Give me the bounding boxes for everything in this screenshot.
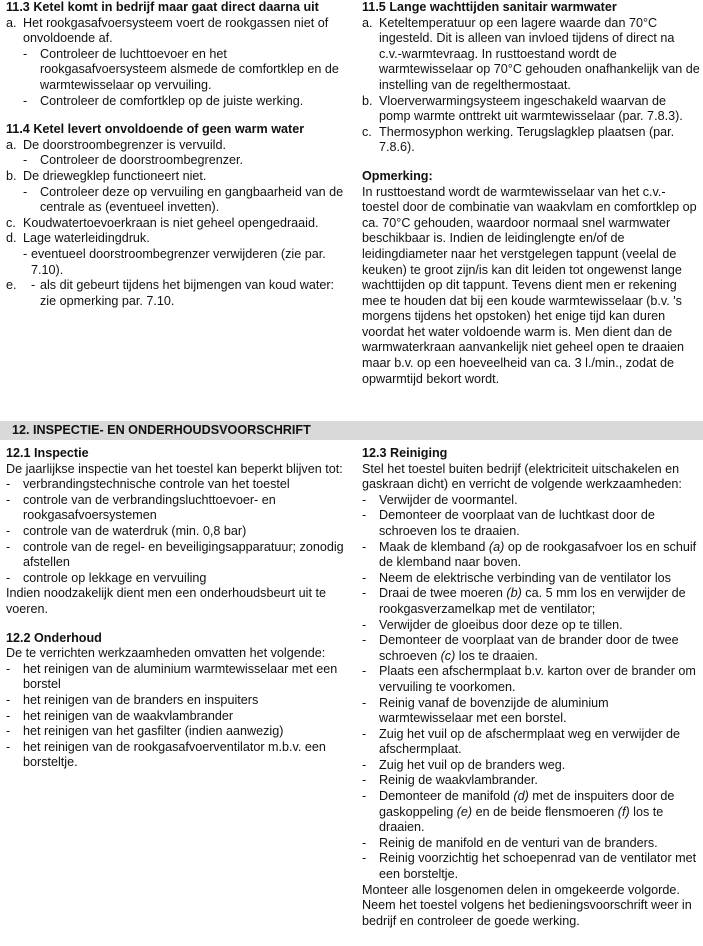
s114-item-a bbox=[6, 138, 350, 154]
dash-marker: - bbox=[6, 570, 11, 585]
s114-item-e bbox=[6, 278, 350, 309]
list-text: Verwijder de gloeibus door deze op te tillen. bbox=[379, 617, 623, 632]
s114-sub-d bbox=[6, 247, 350, 278]
dash-marker: - bbox=[31, 278, 36, 293]
list-text: eventueel doorstroombegrenzer verwijderen (zie par. 7.10). bbox=[31, 246, 326, 277]
section-12-header bbox=[0, 421, 703, 440]
s122-list bbox=[6, 662, 350, 771]
dash-marker: - bbox=[362, 664, 367, 679]
section-12-title: 12. INSPECTIE- EN ONDERHOUDSVOORSCHRIFT bbox=[12, 423, 311, 437]
dash-marker: - bbox=[6, 661, 11, 676]
dash-marker: - bbox=[6, 492, 11, 507]
s113-item-a bbox=[6, 16, 350, 47]
dash-marker: - bbox=[362, 633, 367, 648]
dash-marker: - bbox=[362, 586, 367, 601]
list-item bbox=[6, 709, 350, 725]
s115-item-a bbox=[362, 16, 700, 94]
list-text: Verwijder de voormantel. bbox=[379, 492, 518, 507]
list-text: Koudwatertoevoerkraan is niet geheel opengedraaid. bbox=[23, 215, 319, 230]
list-item bbox=[6, 740, 350, 771]
dash-marker: - bbox=[6, 739, 11, 754]
dash-marker: - bbox=[6, 523, 11, 538]
right-column-top bbox=[362, 0, 700, 387]
s121-list bbox=[6, 477, 350, 586]
list-item bbox=[362, 493, 700, 509]
left-column-bottom bbox=[6, 446, 350, 771]
dash-marker: - bbox=[362, 539, 367, 554]
s115-item-b bbox=[362, 94, 700, 125]
s121-outro: Indien noodzakelijk dient men een onderhoudsbeurt uit te voeren. bbox=[6, 586, 326, 616]
list-item bbox=[362, 836, 700, 852]
s122-intro: De te verrichten werkzaamheden omvatten het volgende: bbox=[6, 646, 326, 661]
s114-sub-b bbox=[6, 185, 350, 216]
s123-list bbox=[362, 493, 700, 883]
list-marker: b. bbox=[6, 168, 17, 183]
dash-marker: - bbox=[23, 184, 28, 199]
list-marker: a. bbox=[362, 15, 373, 30]
remark-text: In rusttoestand wordt de warmtewisselaar van het c.v.-toestel door de combinatie van waakvlam en comfortklep op ca. 70°C gehouden, waardoor normaal snel warmwater beschikbaar is. Indien de leidinglengte en/of de leidingdiameter naar het verstgelegen tappunt (veelal de keuken) te groot zijn/is kan dit leiden tot ongewenst lange wachttijden op dit tappunt. Tevens dient men er rekening mee te houden dat bij een koude warmtewisselaar (b.v. 's morgens tijdens het opstoken) het enige tijd kan duren voordat het water voldoende warm is. Men dient dan de warmwaterkraan aanvankelijk niet geheel open te draaien maar b.v. op een hoeveelheid van ca. 3 l./min., zodat de opwarmtijd bekort wordt. bbox=[362, 184, 697, 386]
list-text: controle van de regel- en beveiligingsapparatuur; zonodig afstellen bbox=[23, 539, 344, 570]
list-text: Reinig de manifold en de venturi van de branders. bbox=[379, 835, 658, 850]
list-marker: d. bbox=[6, 231, 17, 246]
list-item bbox=[362, 540, 700, 571]
list-text: Demonteer de voorplaat van de brander door de twee schroeven (c) los te draaien. bbox=[379, 633, 679, 663]
section-12-2-title: 12.2 Onderhoud bbox=[6, 630, 102, 645]
s113-sub-2 bbox=[6, 94, 350, 110]
list-item bbox=[362, 571, 700, 587]
list-item bbox=[362, 633, 700, 664]
list-item bbox=[6, 477, 350, 493]
list-item bbox=[362, 664, 700, 695]
dash-marker: - bbox=[23, 46, 28, 61]
list-item bbox=[6, 662, 350, 693]
dash-marker: - bbox=[362, 492, 367, 507]
list-text: De doorstroombegrenzer is vervuild. bbox=[23, 137, 226, 152]
list-text: als dit gebeurt tijdens het bijmengen van koud water: zie opmerking par. 7.10. bbox=[40, 278, 335, 308]
list-marker: a. bbox=[6, 15, 17, 30]
list-marker: e. bbox=[6, 278, 17, 293]
list-item bbox=[6, 724, 350, 740]
list-text: Zuig het vuil op de branders weg. bbox=[379, 757, 566, 772]
list-text: het reinigen van de branders en inspuiters bbox=[23, 692, 259, 707]
section-11-4-title: 11.4 Ketel levert onvoldoende of geen warm water bbox=[6, 122, 305, 137]
list-item bbox=[6, 571, 350, 587]
list-text: Plaats een afschermplaat b.v. karton over de brander om vervuiling te voorkomen. bbox=[379, 664, 696, 694]
right-column-bottom bbox=[362, 446, 700, 929]
dash-marker: - bbox=[23, 153, 28, 168]
dash-marker: - bbox=[6, 539, 11, 554]
list-item bbox=[362, 727, 700, 758]
dash-marker: - bbox=[6, 724, 11, 739]
list-text: controle van de verbrandingsluchttoevoer- en rookgasafvoersystemen bbox=[23, 492, 276, 523]
list-item bbox=[362, 618, 700, 634]
list-text: Draai de twee moeren (b) ca. 5 mm los en verwijder de rookgasverzamelkap met de ventilator; bbox=[379, 586, 686, 616]
list-text: Controleer de luchttoevoer en het rookgasafvoersysteem alsmede de comfortklep en de warmtewisselaar op vervuiling. bbox=[40, 46, 339, 92]
list-text: Controleer de comfortklep op de juiste werking. bbox=[40, 93, 304, 108]
list-marker: c. bbox=[362, 124, 372, 139]
dash-marker: - bbox=[6, 477, 11, 492]
list-item bbox=[362, 508, 700, 539]
dash-marker: - bbox=[23, 246, 28, 261]
list-text: Reinig voorzichtig het schoepenrad van de ventilator met een borsteltje. bbox=[379, 851, 697, 882]
section-11-5-title: 11.5 Lange wachttijden sanitair warmwater bbox=[362, 0, 617, 14]
dash-marker: - bbox=[362, 773, 367, 788]
list-item bbox=[6, 524, 350, 540]
dash-marker: - bbox=[362, 835, 367, 850]
list-text: controle van de waterdruk (min. 0,8 bar) bbox=[23, 523, 247, 538]
dash-marker: - bbox=[362, 851, 367, 866]
list-text: verbrandingstechnische controle van het toestel bbox=[23, 477, 290, 492]
dash-marker: - bbox=[362, 726, 367, 741]
s123-outro: Monteer alle losgenomen delen in omgekeerde volgorde. Neem het toestel volgens het bedieningsvoorschrift weer in bedrijf en controleer de goede werking. bbox=[362, 882, 692, 928]
dash-marker: - bbox=[362, 695, 367, 710]
s114-item-b bbox=[6, 169, 350, 185]
list-marker: c. bbox=[6, 215, 16, 230]
s114-item-c bbox=[6, 216, 350, 232]
list-text: Controleer de doorstroombegrenzer. bbox=[40, 153, 244, 168]
section-11-3-title: 11.3 Ketel komt in bedrijf maar gaat direct daarna uit bbox=[6, 0, 319, 14]
list-item bbox=[6, 493, 350, 524]
list-item bbox=[6, 540, 350, 571]
list-text: controle op lekkage en vervuiling bbox=[23, 570, 207, 585]
section-12-3-title: 12.3 Reiniging bbox=[362, 446, 448, 460]
dash-marker: - bbox=[362, 617, 367, 632]
list-text: het reinigen van de aluminium warmtewisselaar met een borstel bbox=[23, 661, 338, 692]
list-text: het reinigen van het gasfilter (indien aanwezig) bbox=[23, 724, 284, 739]
s121-intro: De jaarlijkse inspectie van het toestel kan beperkt blijven tot: bbox=[6, 461, 343, 476]
list-item bbox=[362, 696, 700, 727]
left-column-top bbox=[6, 0, 350, 309]
dash-marker: - bbox=[6, 692, 11, 707]
list-text: Demonteer de manifold (d) met de inspuiters door de gaskoppeling (e) en de beide flensmoeren (f) los te draaien. bbox=[379, 789, 675, 835]
list-item bbox=[362, 586, 700, 617]
s113-sub-1 bbox=[6, 47, 350, 94]
dash-marker: - bbox=[362, 508, 367, 523]
list-item bbox=[362, 851, 700, 882]
list-text: Het rookgasafvoersysteem voert de rookgassen niet of onvoldoende af. bbox=[23, 15, 329, 46]
list-text: het reinigen van de waakvlambrander bbox=[23, 708, 234, 723]
list-item bbox=[362, 773, 700, 789]
list-text: Neem de elektrische verbinding van de ventilator los bbox=[379, 570, 671, 585]
list-item bbox=[362, 758, 700, 774]
s115-item-c bbox=[362, 125, 700, 156]
list-text: Zuig het vuil op de afschermplaat weg en verwijder de afschermplaat. bbox=[379, 726, 681, 757]
list-text: Vloerverwarmingsysteem ingeschakeld waarvan de pomp warmte onttrekt uit warmtewisselaar (par. 7.8.3). bbox=[379, 93, 683, 124]
list-text: Maak de klemband (a) op de rookgasafvoer los en schuif de klemband naar boven. bbox=[379, 539, 697, 570]
s114-sub-a bbox=[6, 153, 350, 169]
list-text: Thermosyphon werking. Terugslagklep plaatsen (par. 7.8.6). bbox=[379, 124, 675, 155]
list-text: het reinigen van de rookgasafvoerventilator m.b.v. een borsteltje. bbox=[23, 739, 326, 770]
list-text: Lage waterleidingdruk. bbox=[23, 231, 150, 246]
list-text: Reinig vanaf de bovenzijde de aluminium warmtewisselaar met een borstel. bbox=[379, 695, 609, 726]
list-text: Controleer deze op vervuiling en gangbaarheid van de centrale as (eventueel invetten). bbox=[40, 184, 344, 215]
list-text: Demonteer de voorplaat van de luchtkast door de schroeven los te draaien. bbox=[379, 508, 655, 538]
remark-title: Opmerking: bbox=[362, 168, 433, 183]
dash-marker: - bbox=[362, 570, 367, 585]
dash-marker: - bbox=[362, 757, 367, 772]
list-text: Reinig de waakvlambrander. bbox=[379, 773, 538, 788]
list-marker: b. bbox=[362, 93, 373, 108]
list-item bbox=[6, 693, 350, 709]
list-text: De driewegklep functioneert niet. bbox=[23, 168, 207, 183]
dash-marker: - bbox=[23, 93, 28, 108]
section-12-1-title: 12.1 Inspectie bbox=[6, 446, 89, 460]
s123-intro: Stel het toestel buiten bedrijf (elektriciteit uitschakelen en gaskraan dicht) en verricht de volgende werkzaamheden: bbox=[362, 461, 682, 492]
list-marker: a. bbox=[6, 137, 17, 152]
s114-item-d bbox=[6, 231, 350, 247]
list-text: Keteltemperatuur op een lagere waarde dan 70°C ingesteld. Dit is alleen van invloed tijdens of direct na c.v.-warmtevraag. In rusttoestand wordt de warmtewisselaar op 70°C gehouden onafhankelijk van de instelling van de regelthermostaat. bbox=[379, 15, 700, 92]
dash-marker: - bbox=[362, 789, 367, 804]
list-item bbox=[362, 789, 700, 836]
dash-marker: - bbox=[6, 708, 11, 723]
